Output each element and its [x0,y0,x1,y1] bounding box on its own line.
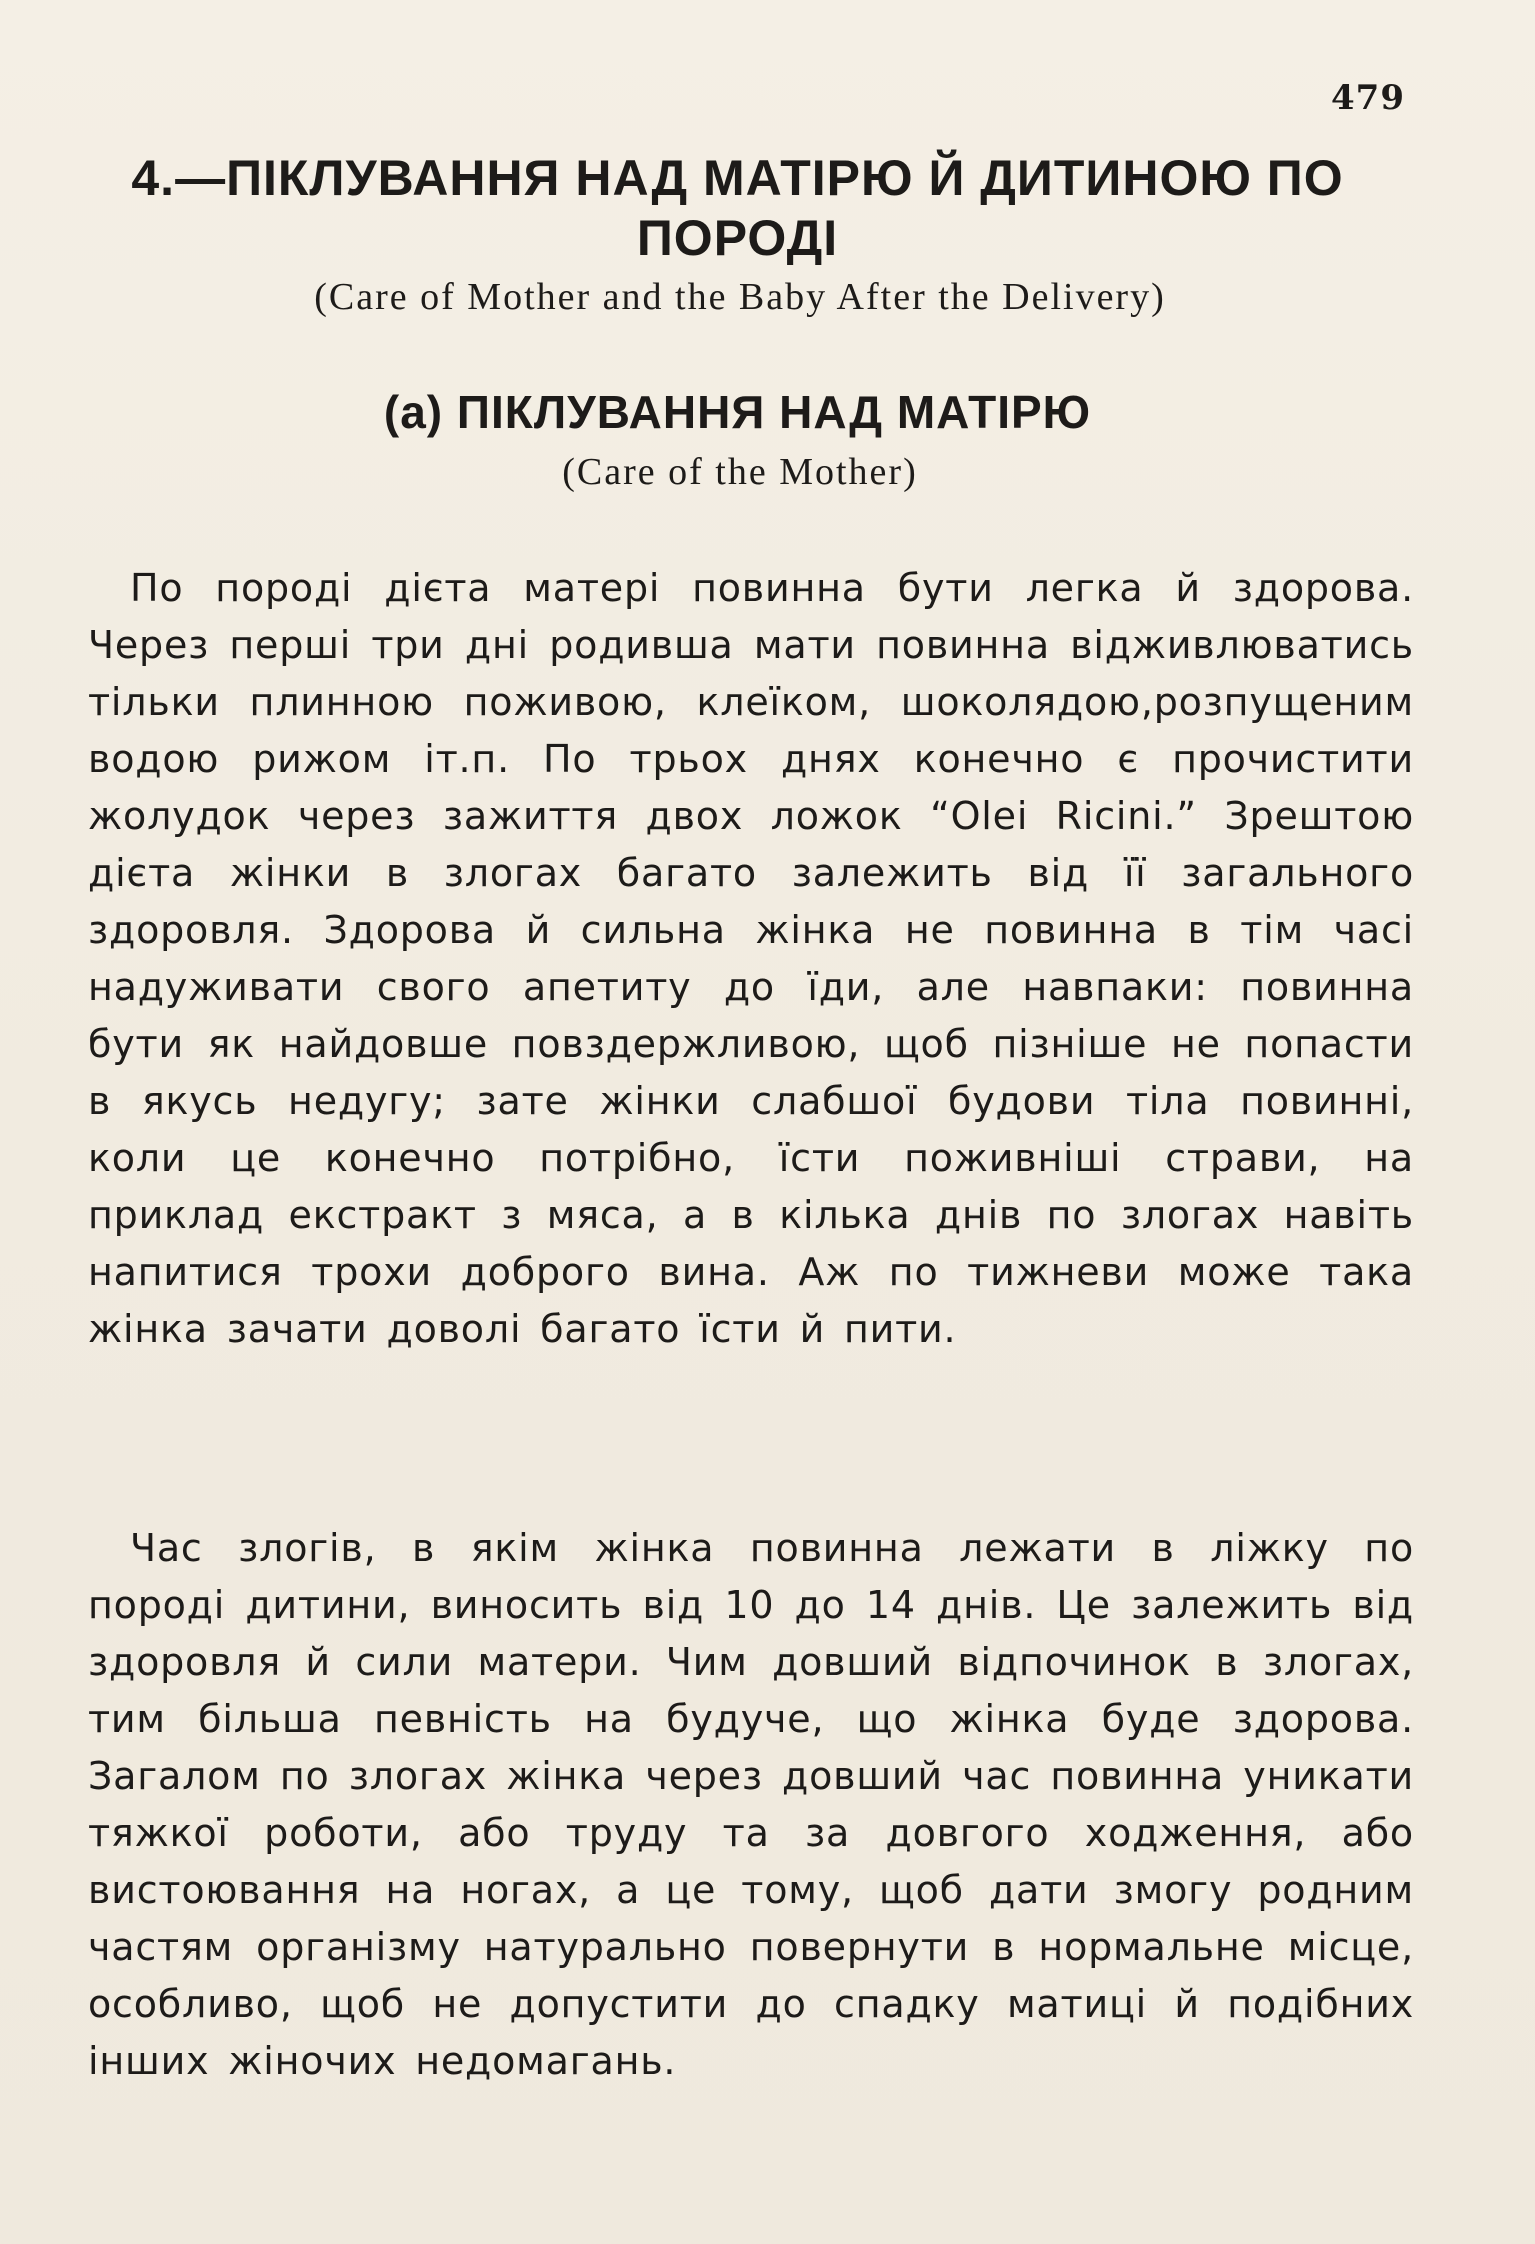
page-number: 479 [1331,78,1405,118]
section-title-english: (Care of the Mother) [562,451,918,493]
chapter-title: 4.—ПІКЛУВАННЯ НАД МАТІРЮ Й ДИТИНОЮ ПО ПОРОДІ [131,150,1344,266]
chapter-title-english: (Care of Mother and the Baby After the Delivery) [314,276,1166,318]
paragraph-diet: По породі дієта матері повинна бути легка й здорова. Через перші три дні родивша мати повинна відживлюватись тільки плинною поживою, клеїком, шоколядою,розпущеним водою рижом іт.п. По трьох днях конечно є прочистити жолудок через зажиття двох ложок “Olei Ricini.” Зрештою дієта жінки в злогах багато залежить від її загального здоровля. Здорова й сильна жінка не повинна в тім часі надуживати свого апетиту до їди, але навпаки: повинна бути як найдовше повздержливою, щоб пізніше не попасти в якусь недугу; зате жінки слабшої будови тіла повинні, коли це конечно потрібно, їсти поживніші страви, на приклад екстракт з мяса, а в кілька днів по злогах навіть напитися трохи доброго вина. Аж по тижневи може така жінка зачати доволі багато їсти й пити. [88,566,1414,1351]
paragraph-rest: Час злогів, в якім жінка повинна лежати в ліжку по породі дитини, виносить від 10 до 14 днів. Це залежить від здоровля й сили матери. Чим довший відпочинок в злогах, тим більша певність на будуче, що жінка буде здорова. Загалом по злогах жінка через довший час повинна уникати тяжкої роботи, або труду та за довгого ходження, або вистоювання на ногах, а це тому, щоб дати змогу родним частям організму натурально повернути в нормальне місце, особливо, щоб не допустити до спадку матиці й подібних інших жіночих недомагань. [88,1526,1414,2083]
section-title: (а) ПІКЛУВАННЯ НАД МАТІРЮ [383,386,1092,438]
